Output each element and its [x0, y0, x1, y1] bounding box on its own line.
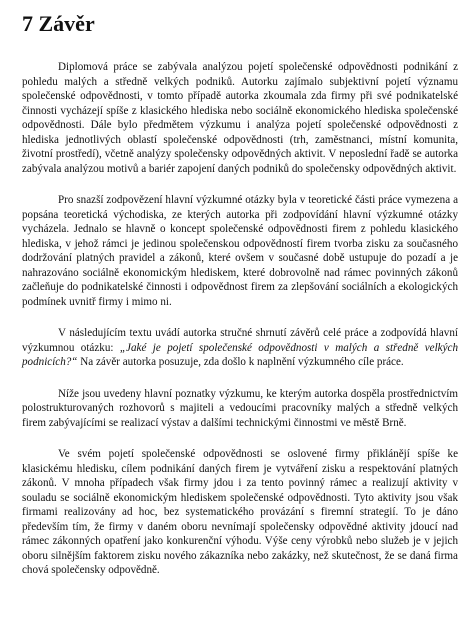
chapter-title: Závěr [38, 11, 95, 36]
paragraph-findings-intro: Níže jsou uvedeny hlavní poznatky výzkumu, ke kterým autorka dospěla prostřednictvím polostrukturovaných rozhovorů s majiteli a vedoucími pracovníky malých a středně velkých firem zabývajícími se realizací výstav a dalšími technickými činnostmi ve městě Brně. [22, 387, 458, 429]
research-question: „Jaké je pojetí společenské odpovědnosti v malých a středně velkých podnicích?“ [22, 341, 458, 368]
paragraph-research-question [22, 326, 458, 370]
chapter-body [22, 60, 458, 595]
paragraph-theory: Pro snazší zodpovězení hlavní výzkumné otázky byla v teoretické části práce vymezena a popsána teoretická východiska, ze kterých autorka při zodpovídání hlavní výzkumné otázky vycházela. Jednalo se hlavně o koncept společenské odpovědnosti firem z pohledu klasického hlediska, v jehož rámci je jedinou společenskou odpovědností firem tvorba zisku za současného dodržování platných pravidel a zákonů, které ovšem v současné době ustupuje do pozadí a je nahrazováno sociálně ekonomickým hlediskem, které dobrovolně nad rámec povinných zákonů začleňuje do podnikatelské činnosti i odpovědnost firem za zlepšování sociálních a ekologických podmínek uvnitř firmy i mimo ni. [22, 194, 458, 308]
paragraph-findings: Ve svém pojetí společenské odpovědnosti se oslovené firmy přiklánějí spíše ke klasickému hledisku, cílem podnikání daných firem je vytváření zisku a respektování platných zákonů. V mnoha případech však firmy jdou i za tento povinný rámec a realizují aktivity v souladu se sociálně ekonomickým hlediskem společenské odpovědnosti. Tyto aktivity jsou však firmami realizovány ad hoc, bez systematického provázání s firemní strategií. To je dáno především tím, že firmy v daném oboru nevnímají společensky odpovědné aktivity jdoucí nad rámec zákonných opatření jako konkurenční výhodu. Výše ceny výrobků nebo služeb je v jejich oboru silnějším faktorem zisku nového zákazníka nebo zakázky, než skutečnost, že se daná firma chová společensky odpovědně. [22, 448, 458, 576]
research-question-outro: Na závěr autorka posuzuje, zda došlo k naplnění výzkumného cíle práce. [77, 356, 404, 368]
chapter-heading [22, 10, 95, 38]
research-question-intro: V následujícím textu uvádí autorka stručné shrnutí závěrů celé práce a zodpovídá hlavní výzkumnou otázku: [22, 327, 458, 354]
paragraph-summary: Diplomová práce se zabývala analýzou pojetí společenské odpovědnosti podnikání z pohledu malých a středně velkých podniků. Autorku zajímalo subjektivní pojetí významu společenské odpovědnosti, v tomto případě autorka zkoumala zda firmy při své podnikatelské činnosti vycházejí spíše z klasického hlediska nebo sociálně ekonomického hlediska společenské odpovědnosti. Dále bylo předmětem výzkumu i analýza pojetí společenské odpovědnosti z hlediska jednotlivých oblastí společenské odpovědnosti (trh, zaměstnanci, místní komunita, životní prostředí), včetně analýzy společensky odpovědných aktivit. V neposlední řadě se autorka zabývala analýzou motivů a bariér zapojení daných podniků do společensky odpovědných aktivit. [22, 61, 458, 175]
chapter-number: 7 [22, 11, 33, 36]
